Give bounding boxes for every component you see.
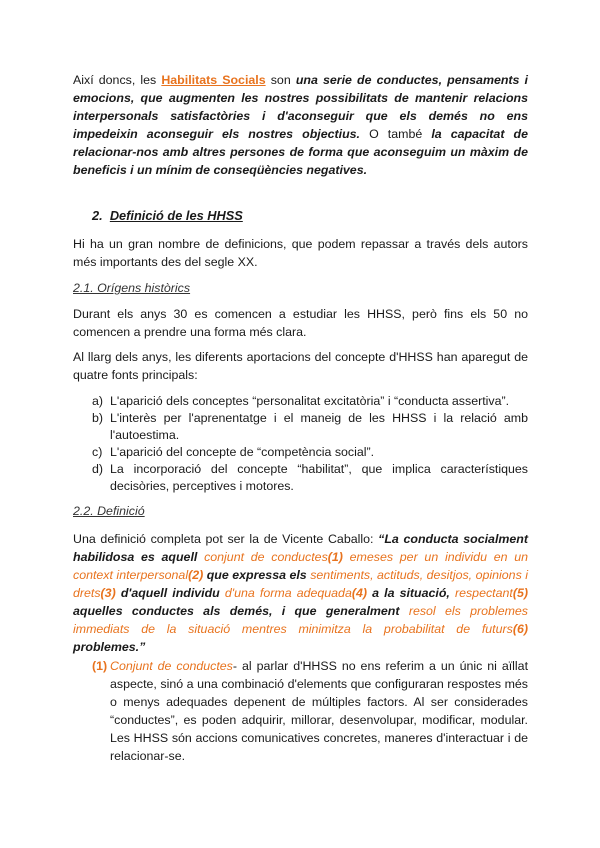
intro-definition-1: una serie de conductes, pensaments i emocions, que augmenten les nostres possibilitats de mantenir relacions interpersonals satisfactòries i d'aconseguir que els demés no ens impedeixin aconseguir els nostres objectius. — [73, 73, 528, 141]
list-item-text: L'aparició del concepte de “competència social”. — [110, 445, 375, 459]
list-marker: c) — [92, 445, 103, 459]
definition-highlight: conjunt de conductes — [204, 550, 328, 564]
intro-text: son — [265, 73, 296, 87]
habilitats-socials-link[interactable]: Habilitats Socials — [161, 73, 266, 87]
intro-text: Així doncs, les — [73, 73, 162, 87]
definition-text: d'aquell individu — [115, 586, 225, 600]
definition-number: (1) — [327, 550, 343, 564]
intro-definition-2: la capacitat de relacionar-nos amb altres persones de forma que aconseguim un màxim de beneficis i un mínim de conseqüències negatives. — [73, 127, 528, 177]
definition-lead: Una definició completa pot ser la de Vicente Caballo: — [73, 532, 379, 546]
definition-highlight: resol els problemes immediats de la situació mentres minimitza la probabilitat de futurs — [73, 604, 528, 636]
definition-highlight: respectant — [454, 586, 513, 600]
list-marker: d) — [92, 462, 104, 476]
intro-paragraph — [73, 71, 528, 179]
definition-highlight: sentiments, actituds, desitjos, opinions i drets — [73, 568, 529, 600]
subsection-2-1-paragraph-2: Al llarg dels anys, les diferents aportacions del concepte d'HHSS han aparegut de quatre fonts principals: — [73, 350, 528, 382]
subsection-2-1-title: 2.1. Orígens històrics — [73, 281, 191, 295]
definition-text: a la situació, — [367, 586, 455, 600]
list-item-text: La incorporació del concepte “habilitat”, que implica característiques decisòries, perceptives i motores. — [110, 462, 528, 493]
definition-number: (3) — [100, 586, 116, 600]
list-item — [92, 444, 528, 461]
list-item — [92, 393, 528, 410]
list-marker: b) — [92, 411, 104, 425]
section-number: 2. — [92, 208, 103, 223]
definition-number: (5) — [512, 586, 528, 600]
list-item-text: L'interès per l'aprenentatge i el maneig de les HHSS i la relació amb l'autoestima. — [110, 411, 528, 442]
definition-highlight: d'una forma adequada — [224, 586, 352, 600]
section-2-paragraph: Hi ha un gran nombre de definicions, que podem repassar a través dels autors més importants des del segle XX. — [73, 237, 528, 269]
note-number: (1) — [92, 659, 108, 673]
list-marker: a) — [92, 394, 104, 408]
definition-text: aquelles conductes als demés, i que generalment — [73, 604, 409, 618]
subsection-2-1-paragraph-1: Durant els anys 30 es comencen a estudiar les HHSS, però fins els 50 no comencen a prendre una forma més clara. — [73, 307, 528, 339]
subsection-2-2-title: 2.2. Definició — [73, 504, 145, 518]
caballo-definition — [73, 530, 528, 656]
definition-text: que expressa els — [203, 568, 311, 582]
note-1 — [92, 657, 528, 765]
definition-text: “La conducta socialment habilidosa es aquell — [73, 532, 528, 564]
list-item-text: L'aparició dels conceptes “personalitat excitatòria” i “conducta assertiva”. — [110, 394, 510, 408]
note-term: Conjunt de conductes — [110, 659, 233, 673]
section-title: Definició de les HHSS — [109, 208, 243, 223]
note-text: - al parlar d'HHSS no ens referim a un únic ni aïllat aspecte, sinó a una combinació d'elements que configuraran respostes més o menys adequades depenent de múltiples factors. Al ser considerades “conductes”, es poden adquirir, millorar, desenvolupar, modificar, modular. Les HHSS són accions comunicatives concretes, maneres d'interactuar i de relacionar-se. — [110, 659, 529, 763]
definition-number: (2) — [188, 568, 204, 582]
definition-highlight: emeses per un individu en un context interpersonal — [73, 550, 528, 582]
list-item — [92, 461, 528, 495]
list-item — [92, 410, 528, 444]
intro-text: O també — [359, 127, 432, 141]
definition-text: problemes.” — [73, 640, 146, 654]
note-body — [92, 657, 528, 765]
definition-number: (4) — [351, 586, 367, 600]
sources-list — [92, 393, 528, 495]
definition-number: (6) — [512, 622, 528, 636]
section-2-heading — [92, 208, 243, 223]
